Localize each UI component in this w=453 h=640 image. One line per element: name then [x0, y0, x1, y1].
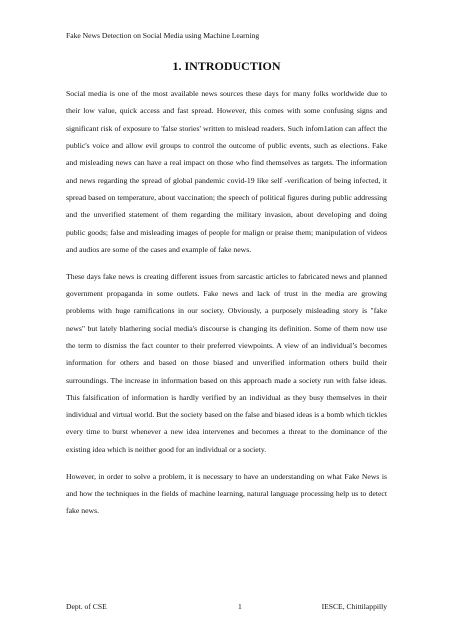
- footer-department: Dept. of CSE: [66, 602, 107, 611]
- footer-institution: IESCE, Chittilappilly: [321, 602, 387, 611]
- section-title: 1. INTRODUCTION: [172, 59, 281, 73]
- paragraph-2: These days fake news is creating different issues from sarcastic articles to fabricated news and planned government propaganda in some outlets. Fake news and lack of trust in the media are growing problems with huge ramifications in our society. Obviously, a purposely misleading story is "fake news" but lately blathering social media's discourse is changing its definition. Some of them now use the term to dismiss the fact counter to their preferred viewpoints. A view of an individual’s becomes information for others and based on those biased and unverified information others build their surroundings. The increase in information based on this approach made a society run with false ideas. This falsification of information is hardly verified by an individual as they busy themselves in their individual and virtual world. But the society based on the false and biased ideas is a bomb which tickles every time to burst whenever a new idea intervenes and becomes a threat to the dominance of the existing idea which is neither good for an individual or a society.: [66, 271, 387, 454]
- section-body: [66, 85, 387, 529]
- running-header: Fake News Detection on Social Media using Machine Learning: [66, 31, 260, 40]
- paragraph-3: However, in order to solve a problem, it is necessary to have an understanding on what Fake News is and how the techniques in the fields of machine learning, natural language processing help us to detect fake news.: [66, 471, 387, 516]
- paragraph-1: Social media is one of the most available news sources these days for many folks worldwide due to their low value, quick access and fast spread. However, this comes with some confusing signs and significant risk of exposure to 'false stories' written to mislead readers. Such infom1ation can affect the public's voice and allow evil groups to control the outcome of public events, such as elections. Fake and misleading news can have a real impact on those who find themselves as targets. The information and news regarding the spread of global pandemic covid-19 like self -verification of being infected, it spread based on temperature, about vaccination; the speech of political figures during public addressing and the unverified statement of them regarding the military invasion, about developing and doing public goods; false and misleading images of people for malign or praise them; manipulation of videos and audios are some of the cases and example of fake news.: [66, 89, 387, 254]
- page-number: 1: [238, 602, 242, 611]
